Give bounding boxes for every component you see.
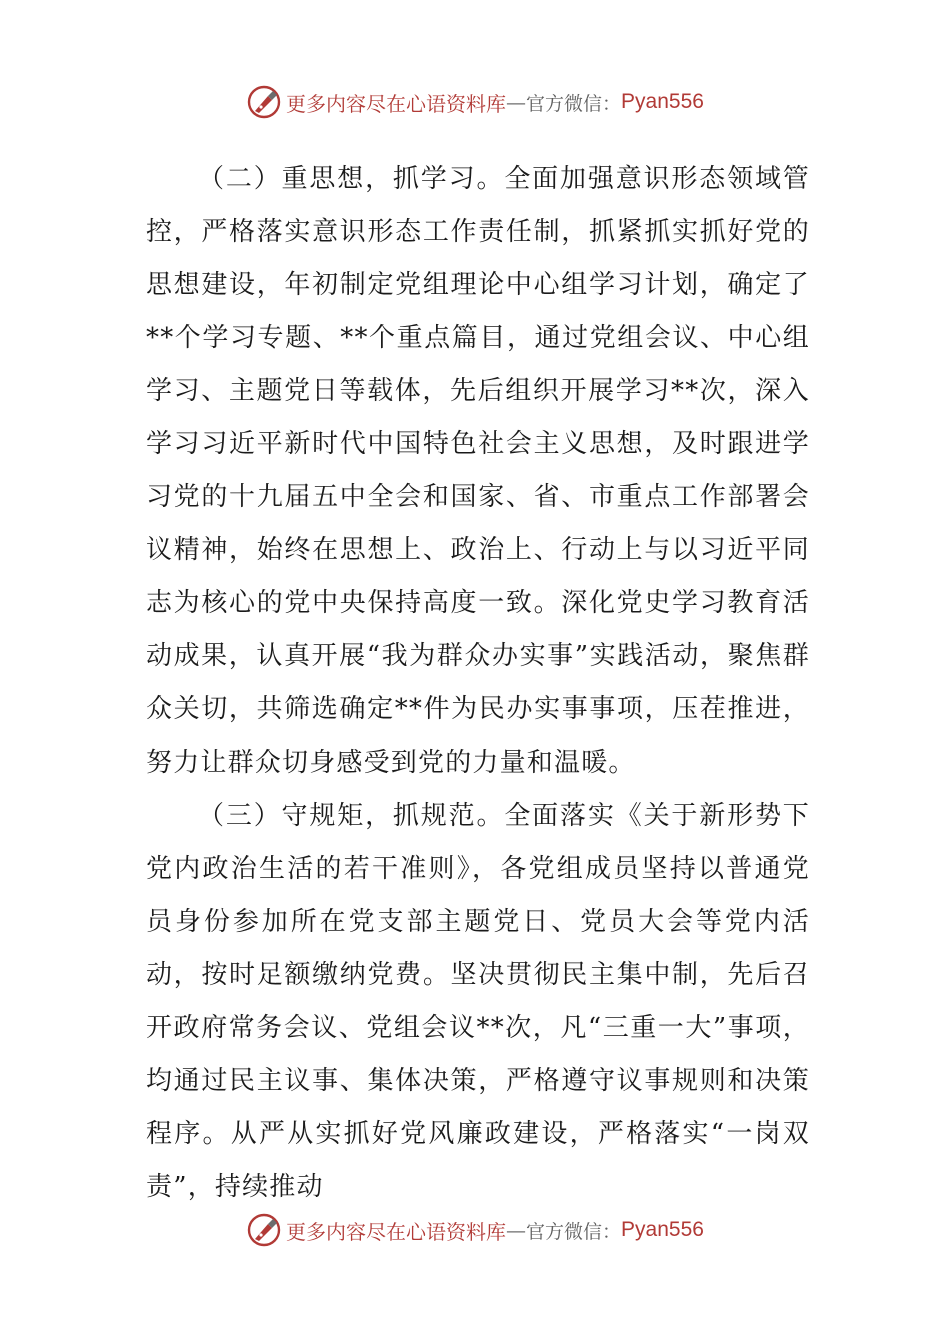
wechat-id: Pyan556 — [621, 90, 704, 113]
pen-nib-logo-icon — [246, 1212, 282, 1248]
footer-watermark-banner — [0, 1210, 950, 1250]
document-body — [146, 153, 810, 1214]
paragraph-3 — [146, 790, 810, 1214]
wechat-label: 官方微信： — [526, 92, 622, 115]
banner-dash: — — [506, 1218, 527, 1242]
wechat-id: Pyan556 — [621, 1218, 704, 1241]
site-name-text: 更多内容尽在心语资料库 — [286, 1219, 507, 1244]
paragraph-3-body: 全面落实《关于新形势下党内政治生活的若干准则》，各党组成员坚持以普通党员身份参加所在党支部主题党日、党员大会等党内活动，按时足额缴纳党费。坚决贯彻民主集中制，先后召开政府常务会议、党组会议**次，凡“三重一大”事项，均通过民主议事、集体决策，严格遵守议事规则和决策程序。从严从实抓好党风廉政建设，严格落实“一岗双责”，持续推动 — [146, 800, 811, 1202]
pen-nib-logo-icon — [246, 84, 282, 120]
site-name-text: 更多内容尽在心语资料库 — [286, 91, 507, 116]
paragraph-2 — [146, 153, 810, 790]
header-watermark-banner — [0, 82, 950, 122]
banner-dash: — — [506, 90, 527, 114]
wechat-label: 官方微信： — [526, 1220, 622, 1243]
paragraph-2-body: 全面加强意识形态领域管控，严格落实意识形态工作责任制，抓紧抓实抓好党的思想建设，年初制定党组理论中心组学习计划，确定了**个学习专题、**个重点篇目，通过党组会议、中心组学习、主题党日等载体，先后组织开展学习**次，深入学习习近平新时代中国特色社会主义思想，及时跟进学习党的十九届五中全会和国家、省、市重点工作部署会议精神，始终在思想上、政治上、行动上与以习近平同志为核心的党中央保持高度一致。深化党史学习教育活动成果，认真开展“我为群众办实事”实践活动，聚焦群众关切，共筛选确定**件为民办实事事项，压茬推进，努力让群众切身感受到党的力量和温暖。 — [146, 164, 811, 778]
paragraph-3-heading: （三）守规矩，抓规范。 — [198, 800, 505, 831]
paragraph-2-heading: （二）重思想，抓学习。 — [198, 164, 505, 194]
